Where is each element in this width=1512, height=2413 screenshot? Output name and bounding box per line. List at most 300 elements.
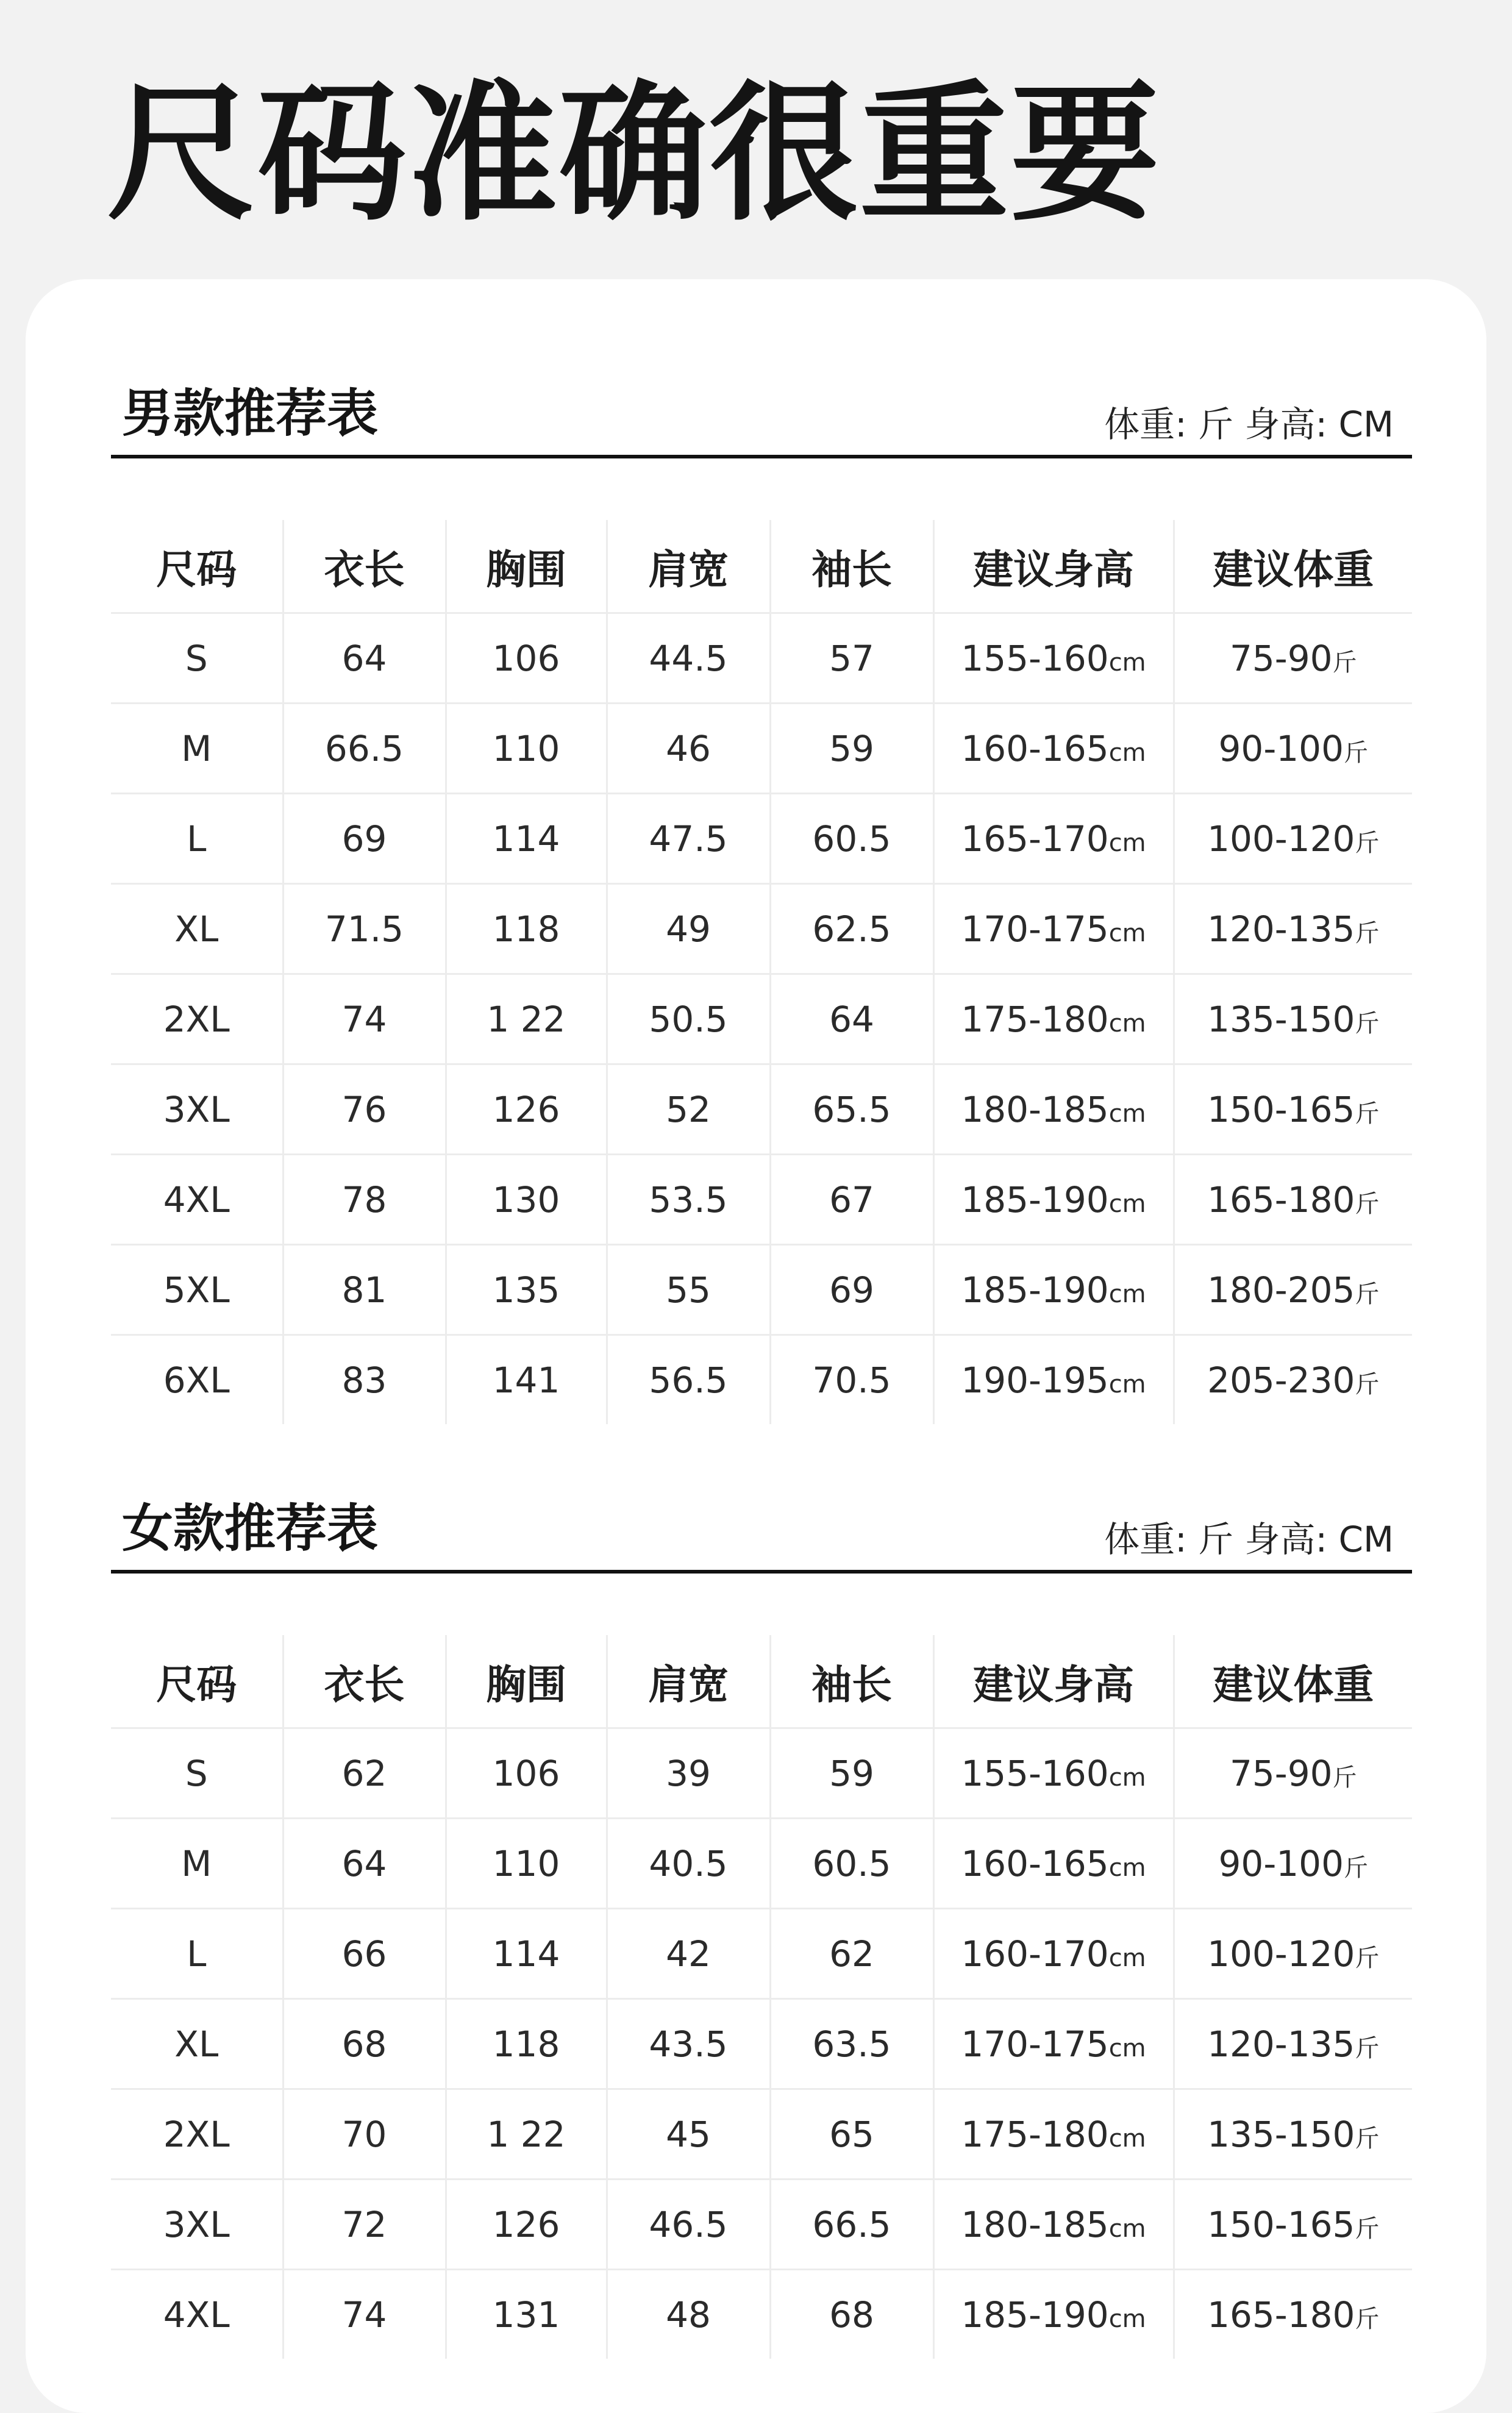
table-cell <box>283 2089 446 2180</box>
cell-value: M <box>181 727 212 769</box>
cell-value: 100-120 <box>1207 1933 1355 1975</box>
table-cell <box>283 1999 446 2089</box>
cell-value: 110 <box>492 727 560 769</box>
cell-value: 110 <box>492 1842 560 1884</box>
table-cell <box>111 2180 283 2270</box>
cell-value: 69 <box>341 818 387 860</box>
table-row <box>111 1335 1412 1425</box>
cell-value: 75-90 <box>1229 637 1333 679</box>
table-cell <box>446 1728 607 1819</box>
table-row <box>111 884 1412 974</box>
height-unit: cm <box>1108 1370 1146 1399</box>
cell-value: 120-135 <box>1207 2023 1355 2065</box>
table-cell <box>1174 613 1412 704</box>
cell-value: S <box>185 1752 208 1794</box>
table-cell <box>933 884 1174 974</box>
cell-value: 59 <box>829 727 874 769</box>
table-cell <box>607 1909 770 1999</box>
cell-value: 90-100 <box>1218 1842 1344 1884</box>
cell-value: 150-165 <box>1207 2203 1355 2245</box>
cell-value: 48 <box>666 2294 711 2336</box>
table-row <box>111 2089 1412 2180</box>
table-cell <box>770 1335 933 1425</box>
cell-value: 62 <box>341 1752 387 1794</box>
table-row <box>111 1245 1412 1335</box>
cell-value: 52 <box>666 1088 711 1130</box>
table-cell <box>770 704 933 794</box>
cell-value: 56.5 <box>649 1359 728 1401</box>
table-cell <box>770 1999 933 2089</box>
table-cell <box>446 1335 607 1425</box>
table-cell <box>1174 1819 1412 1909</box>
cell-value: 120-135 <box>1207 908 1355 950</box>
table-cell <box>607 884 770 974</box>
table-cell <box>1174 794 1412 884</box>
table-cell <box>111 794 283 884</box>
cell-value: 126 <box>492 1088 560 1130</box>
weight-unit: 斤 <box>1355 1189 1380 1218</box>
cell-value: 68 <box>341 2023 387 2065</box>
cell-value: 90-100 <box>1218 727 1344 769</box>
table-cell <box>446 794 607 884</box>
weight-unit: 斤 <box>1355 1280 1380 1308</box>
table-cell <box>607 1335 770 1425</box>
cell-value: 3XL <box>163 2203 230 2245</box>
weight-unit: 斤 <box>1355 919 1380 947</box>
cell-value: 46.5 <box>649 2203 728 2245</box>
men-column-header: 肩宽 <box>607 520 770 613</box>
cell-value: 118 <box>492 908 560 950</box>
cell-value: 63.5 <box>812 2023 891 2065</box>
height-unit: cm <box>1108 2304 1146 2333</box>
cell-value: 66 <box>341 1933 387 1975</box>
table-cell <box>933 1728 1174 1819</box>
table-cell <box>111 1819 283 1909</box>
table-cell <box>1174 1909 1412 1999</box>
cell-value: 175-180 <box>961 2113 1109 2155</box>
men-size-table <box>111 520 1412 1424</box>
table-cell <box>607 2180 770 2270</box>
table-cell <box>111 1155 283 1245</box>
table-cell <box>111 1064 283 1155</box>
cell-value: 64 <box>341 1842 387 1884</box>
men-column-header: 胸围 <box>446 520 607 613</box>
table-cell <box>111 613 283 704</box>
table-cell <box>933 2270 1174 2359</box>
cell-value: 126 <box>492 2203 560 2245</box>
table-cell <box>607 2089 770 2180</box>
cell-value: 74 <box>341 998 387 1040</box>
table-cell <box>607 704 770 794</box>
height-unit: cm <box>1108 1189 1146 1218</box>
cell-value: 180-185 <box>961 1088 1109 1130</box>
table-cell <box>446 613 607 704</box>
cell-value: 49 <box>666 908 711 950</box>
height-unit: cm <box>1108 1763 1146 1792</box>
table-cell <box>283 1909 446 1999</box>
women-section-title: 女款推荐表 <box>122 1499 379 1558</box>
women-column-header: 袖长 <box>770 1635 933 1728</box>
table-cell <box>446 1909 607 1999</box>
cell-value: 160-170 <box>961 1933 1109 1975</box>
table-cell <box>111 1999 283 2089</box>
table-cell <box>1174 1999 1412 2089</box>
weight-unit: 斤 <box>1355 829 1380 857</box>
cell-value: 2XL <box>163 2113 230 2155</box>
women-units-note: 体重: 斤 身高: CM <box>1104 1519 1394 1560</box>
table-cell <box>1174 704 1412 794</box>
cell-value: 165-180 <box>1207 2294 1355 2336</box>
cell-value: 135-150 <box>1207 998 1355 1040</box>
cell-value: 160-165 <box>961 727 1109 769</box>
weight-unit: 斤 <box>1343 738 1368 767</box>
cell-value: 60.5 <box>812 1842 891 1884</box>
table-cell <box>283 794 446 884</box>
table-cell <box>933 1335 1174 1425</box>
table-cell <box>607 974 770 1064</box>
table-cell <box>283 1728 446 1819</box>
table-cell <box>283 974 446 1064</box>
table-cell <box>1174 1064 1412 1155</box>
table-cell <box>1174 2180 1412 2270</box>
table-cell <box>283 1335 446 1425</box>
cell-value: 190-195 <box>961 1359 1109 1401</box>
table-cell <box>770 794 933 884</box>
table-cell <box>770 1064 933 1155</box>
women-column-header: 尺码 <box>111 1635 283 1728</box>
table-cell <box>111 2270 283 2359</box>
cell-value: 160-165 <box>961 1842 1109 1884</box>
cell-value: 165-180 <box>1207 1178 1355 1221</box>
table-cell <box>1174 2089 1412 2180</box>
table-cell <box>446 884 607 974</box>
table-cell <box>283 1819 446 1909</box>
table-cell <box>446 1999 607 2089</box>
cell-value: 66.5 <box>812 2203 891 2245</box>
cell-value: 64 <box>341 637 387 679</box>
table-cell <box>446 974 607 1064</box>
table-cell <box>446 1819 607 1909</box>
cell-value: 155-160 <box>961 1752 1109 1794</box>
table-cell <box>770 1245 933 1335</box>
table-cell <box>933 1999 1174 2089</box>
height-unit: cm <box>1108 648 1146 677</box>
table-cell <box>933 613 1174 704</box>
cell-value: 185-190 <box>961 1269 1109 1311</box>
table-row <box>111 974 1412 1064</box>
table-cell <box>111 1245 283 1335</box>
table-cell <box>1174 884 1412 974</box>
cell-value: 106 <box>492 637 560 679</box>
table-row <box>111 613 1412 704</box>
height-unit: cm <box>1108 2124 1146 2153</box>
cell-value: 70 <box>341 2113 387 2155</box>
cell-value: 180-205 <box>1207 1269 1355 1311</box>
cell-value: 64 <box>829 998 874 1040</box>
men-size-section <box>111 349 1412 1424</box>
table-cell <box>770 884 933 974</box>
cell-value: 114 <box>492 818 560 860</box>
table-cell <box>607 1999 770 2089</box>
weight-unit: 斤 <box>1343 1853 1368 1882</box>
height-unit: cm <box>1108 738 1146 767</box>
cell-value: 68 <box>829 2294 874 2336</box>
cell-value: 100-120 <box>1207 818 1355 860</box>
table-cell <box>933 704 1174 794</box>
cell-value: 60.5 <box>812 818 891 860</box>
cell-value: 118 <box>492 2023 560 2065</box>
weight-unit: 斤 <box>1355 2124 1380 2153</box>
table-cell <box>446 2089 607 2180</box>
cell-value: 165-170 <box>961 818 1109 860</box>
table-cell <box>770 2089 933 2180</box>
table-cell <box>283 1155 446 1245</box>
cell-value: L <box>187 1933 207 1975</box>
height-unit: cm <box>1108 919 1146 947</box>
cell-value: 1 22 <box>487 2113 566 2155</box>
table-cell <box>770 613 933 704</box>
weight-unit: 斤 <box>1355 1009 1380 1038</box>
table-cell <box>770 1728 933 1819</box>
table-cell <box>607 613 770 704</box>
cell-value: 6XL <box>163 1359 230 1401</box>
cell-value: 4XL <box>163 2294 230 2336</box>
women-column-header: 胸围 <box>446 1635 607 1728</box>
table-cell <box>283 884 446 974</box>
table-cell <box>933 1155 1174 1245</box>
cell-value: 66.5 <box>324 727 404 769</box>
table-cell <box>770 1909 933 1999</box>
men-column-header: 尺码 <box>111 520 283 613</box>
table-cell <box>607 1728 770 1819</box>
table-cell <box>770 974 933 1064</box>
cell-value: 62.5 <box>812 908 891 950</box>
cell-value: 67 <box>829 1178 874 1221</box>
table-row <box>111 1728 1412 1819</box>
table-row <box>111 1819 1412 1909</box>
table-cell <box>933 2089 1174 2180</box>
cell-value: 81 <box>341 1269 387 1311</box>
cell-value: 83 <box>341 1359 387 1401</box>
table-cell <box>607 1245 770 1335</box>
table-cell <box>1174 974 1412 1064</box>
cell-value: 44.5 <box>649 637 728 679</box>
cell-value: 42 <box>666 1933 711 1975</box>
weight-unit: 斤 <box>1355 2304 1380 2333</box>
table-cell <box>283 613 446 704</box>
table-cell <box>111 1909 283 1999</box>
cell-value: 141 <box>492 1359 560 1401</box>
cell-value: 47.5 <box>649 818 728 860</box>
table-row <box>111 2270 1412 2359</box>
table-cell <box>111 884 283 974</box>
cell-value: 5XL <box>163 1269 230 1311</box>
women-column-header: 建议体重 <box>1174 1635 1412 1728</box>
cell-value: 130 <box>492 1178 560 1221</box>
page-title: 尺码准确很重要 <box>107 67 1161 241</box>
cell-value: 1 22 <box>487 998 566 1040</box>
cell-value: 62 <box>829 1933 874 1975</box>
cell-value: 65 <box>829 2113 874 2155</box>
cell-value: XL <box>174 908 219 950</box>
cell-value: 131 <box>492 2294 560 2336</box>
table-cell <box>1174 1155 1412 1245</box>
table-cell <box>446 1155 607 1245</box>
table-cell <box>770 1155 933 1245</box>
women-column-header: 建议身高 <box>933 1635 1174 1728</box>
table-cell <box>446 1064 607 1155</box>
weight-unit: 斤 <box>1355 1099 1380 1128</box>
table-cell <box>933 794 1174 884</box>
cell-value: 155-160 <box>961 637 1109 679</box>
cell-value: 50.5 <box>649 998 728 1040</box>
men-column-header: 衣长 <box>283 520 446 613</box>
cell-value: 39 <box>666 1752 711 1794</box>
cell-value: 106 <box>492 1752 560 1794</box>
table-cell <box>283 1245 446 1335</box>
men-table-body <box>111 613 1412 1425</box>
cell-value: 135-150 <box>1207 2113 1355 2155</box>
table-cell <box>607 1064 770 1155</box>
cell-value: 71.5 <box>324 908 404 950</box>
table-cell <box>770 2180 933 2270</box>
weight-unit: 斤 <box>1355 2214 1380 2243</box>
cell-value: L <box>187 818 207 860</box>
weight-unit: 斤 <box>1332 648 1357 677</box>
table-cell <box>607 2270 770 2359</box>
cell-value: 45 <box>666 2113 711 2155</box>
men-column-header: 建议体重 <box>1174 520 1412 613</box>
cell-value: 55 <box>666 1269 711 1311</box>
cell-value: 185-190 <box>961 1178 1109 1221</box>
table-cell <box>283 2180 446 2270</box>
weight-unit: 斤 <box>1355 1944 1380 1972</box>
table-row <box>111 704 1412 794</box>
table-cell <box>1174 1335 1412 1425</box>
cell-value: 114 <box>492 1933 560 1975</box>
cell-value: 170-175 <box>961 2023 1109 2065</box>
table-cell <box>933 1064 1174 1155</box>
women-table-body <box>111 1728 1412 2359</box>
women-section-header <box>111 1464 1412 1574</box>
table-row <box>111 1064 1412 1155</box>
men-table-header-row <box>111 520 1412 613</box>
cell-value: 150-165 <box>1207 1088 1355 1130</box>
cell-value: 59 <box>829 1752 874 1794</box>
table-cell <box>607 1819 770 1909</box>
table-cell <box>446 704 607 794</box>
cell-value: M <box>181 1842 212 1884</box>
table-cell <box>1174 1728 1412 1819</box>
weight-unit: 斤 <box>1332 1763 1357 1792</box>
men-section-header <box>111 349 1412 458</box>
table-cell <box>933 1819 1174 1909</box>
table-cell <box>446 1245 607 1335</box>
cell-value: 78 <box>341 1178 387 1221</box>
table-cell <box>446 2270 607 2359</box>
height-unit: cm <box>1108 2214 1146 2243</box>
cell-value: 65.5 <box>812 1088 891 1130</box>
cell-value: 46 <box>666 727 711 769</box>
weight-unit: 斤 <box>1355 2034 1380 2062</box>
height-unit: cm <box>1108 1009 1146 1038</box>
table-cell <box>933 1909 1174 1999</box>
table-row <box>111 2180 1412 2270</box>
height-unit: cm <box>1108 1280 1146 1308</box>
cell-value: 175-180 <box>961 998 1109 1040</box>
table-cell <box>1174 1245 1412 1335</box>
table-row <box>111 1155 1412 1245</box>
height-unit: cm <box>1108 829 1146 857</box>
height-unit: cm <box>1108 1853 1146 1882</box>
height-unit: cm <box>1108 2034 1146 2062</box>
cell-value: 57 <box>829 637 874 679</box>
table-cell <box>111 974 283 1064</box>
cell-value: S <box>185 637 208 679</box>
table-cell <box>933 2180 1174 2270</box>
cell-value: 70.5 <box>812 1359 891 1401</box>
table-cell <box>111 704 283 794</box>
women-size-section <box>111 1464 1412 2359</box>
cell-value: 75-90 <box>1229 1752 1333 1794</box>
table-cell <box>111 2089 283 2180</box>
cell-value: 74 <box>341 2294 387 2336</box>
women-column-header: 肩宽 <box>607 1635 770 1728</box>
cell-value: 3XL <box>163 1088 230 1130</box>
men-section-title: 男款推荐表 <box>122 383 379 443</box>
cell-value: 205-230 <box>1207 1359 1355 1401</box>
cell-value: 170-175 <box>961 908 1109 950</box>
table-cell <box>283 2270 446 2359</box>
table-cell <box>770 2270 933 2359</box>
table-cell <box>283 704 446 794</box>
cell-value: 43.5 <box>649 2023 728 2065</box>
men-units-note: 体重: 斤 身高: CM <box>1104 404 1394 445</box>
cell-value: 2XL <box>163 998 230 1040</box>
cell-value: 53.5 <box>649 1178 728 1221</box>
men-column-header: 袖长 <box>770 520 933 613</box>
table-cell <box>1174 2270 1412 2359</box>
table-cell <box>607 1155 770 1245</box>
table-cell <box>446 2180 607 2270</box>
table-cell <box>111 1335 283 1425</box>
weight-unit: 斤 <box>1355 1370 1380 1399</box>
cell-value: 76 <box>341 1088 387 1130</box>
cell-value: 185-190 <box>961 2294 1109 2336</box>
table-row <box>111 1909 1412 1999</box>
table-cell <box>607 794 770 884</box>
table-row <box>111 794 1412 884</box>
women-size-table <box>111 1635 1412 2359</box>
cell-value: 69 <box>829 1269 874 1311</box>
cell-value: 40.5 <box>649 1842 728 1884</box>
table-cell <box>283 1064 446 1155</box>
table-cell <box>933 1245 1174 1335</box>
men-column-header: 建议身高 <box>933 520 1174 613</box>
table-cell <box>933 974 1174 1064</box>
cell-value: 135 <box>492 1269 560 1311</box>
cell-value: 4XL <box>163 1178 230 1221</box>
height-unit: cm <box>1108 1099 1146 1128</box>
height-unit: cm <box>1108 1944 1146 1972</box>
cell-value: 72 <box>341 2203 387 2245</box>
women-table-header-row <box>111 1635 1412 1728</box>
women-column-header: 衣长 <box>283 1635 446 1728</box>
cell-value: XL <box>174 2023 219 2065</box>
cell-value: 180-185 <box>961 2203 1109 2245</box>
table-row <box>111 1999 1412 2089</box>
table-cell <box>770 1819 933 1909</box>
